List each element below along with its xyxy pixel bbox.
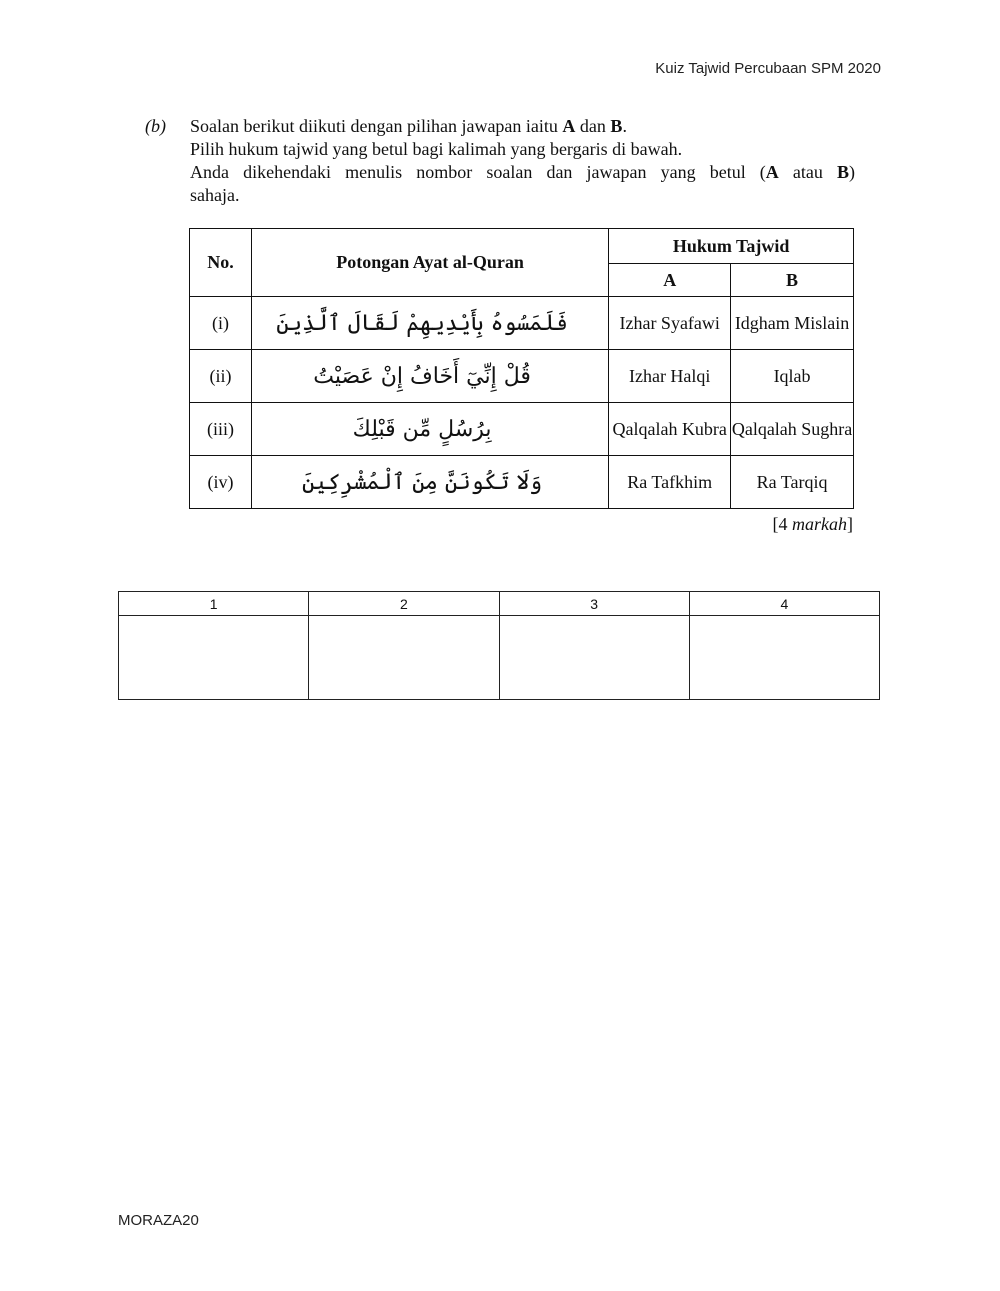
answer-table bbox=[118, 591, 880, 700]
option-a: Izhar Syafawi bbox=[609, 297, 731, 350]
table-row bbox=[190, 403, 854, 456]
ayat-text: وَلَا تَكُونَنَّ مِنَ ٱلْمُشْرِكِينَ bbox=[251, 456, 608, 509]
instruction-line-3: Anda dikehendaki menulis nombor soalan dan jawapan yang betul (A atau B) bbox=[190, 162, 855, 182]
instruction-line-4: sahaja. bbox=[190, 185, 240, 205]
option-a: Izhar Halqi bbox=[609, 350, 731, 403]
header-b: B bbox=[731, 264, 854, 297]
question-block bbox=[145, 115, 855, 207]
answer-header-2: 2 bbox=[309, 592, 499, 616]
answer-box-1[interactable] bbox=[119, 616, 309, 700]
answer-header-1: 1 bbox=[119, 592, 309, 616]
tajwid-table bbox=[189, 228, 854, 509]
answer-box-3[interactable] bbox=[499, 616, 689, 700]
header-ayat: Potongan Ayat al-Quran bbox=[251, 229, 608, 297]
header-a: A bbox=[609, 264, 731, 297]
instruction-line-2: Pilih hukum tajwid yang betul bagi kalimah yang bergaris di bawah. bbox=[190, 139, 683, 159]
answer-box-2[interactable] bbox=[309, 616, 499, 700]
table-row bbox=[190, 456, 854, 509]
page-footer: MORAZA20 bbox=[118, 1212, 199, 1229]
table-row bbox=[190, 350, 854, 403]
row-number: (iv) bbox=[190, 456, 252, 509]
row-number: (i) bbox=[190, 297, 252, 350]
ayat-text: قُلْ إِنِّيٓ أَخَافُ إِنْ عَصَيْتُ bbox=[251, 350, 608, 403]
answer-box-4[interactable] bbox=[689, 616, 879, 700]
answer-header-4: 4 bbox=[689, 592, 879, 616]
option-b: Iqlab bbox=[731, 350, 854, 403]
instruction-line-1: Soalan berikut diikuti dengan pilihan jawapan iaitu A dan B. bbox=[190, 116, 627, 136]
header-hukum: Hukum Tajwid bbox=[609, 229, 854, 264]
marks-label: [4 markah] bbox=[772, 514, 853, 534]
page-header: Kuiz Tajwid Percubaan SPM 2020 bbox=[655, 60, 881, 77]
option-a: Qalqalah Kubra bbox=[609, 403, 731, 456]
row-number: (ii) bbox=[190, 350, 252, 403]
ayat-text: فَلَمَسُوهُ بِأَيْدِيهِمْ لَقَالَ ٱلَّذِينَ bbox=[251, 297, 608, 350]
row-number: (iii) bbox=[190, 403, 252, 456]
table-row bbox=[190, 297, 854, 350]
question-label: (b) bbox=[145, 116, 166, 136]
option-b: Idgham Mislain bbox=[731, 297, 854, 350]
header-no: No. bbox=[190, 229, 252, 297]
answer-header-3: 3 bbox=[499, 592, 689, 616]
ayat-text: بِرُسُلٍ مِّن قَبْلِكَ bbox=[251, 403, 608, 456]
option-a: Ra Tafkhim bbox=[609, 456, 731, 509]
option-b: Ra Tarqiq bbox=[731, 456, 854, 509]
option-b: Qalqalah Sughra bbox=[731, 403, 854, 456]
